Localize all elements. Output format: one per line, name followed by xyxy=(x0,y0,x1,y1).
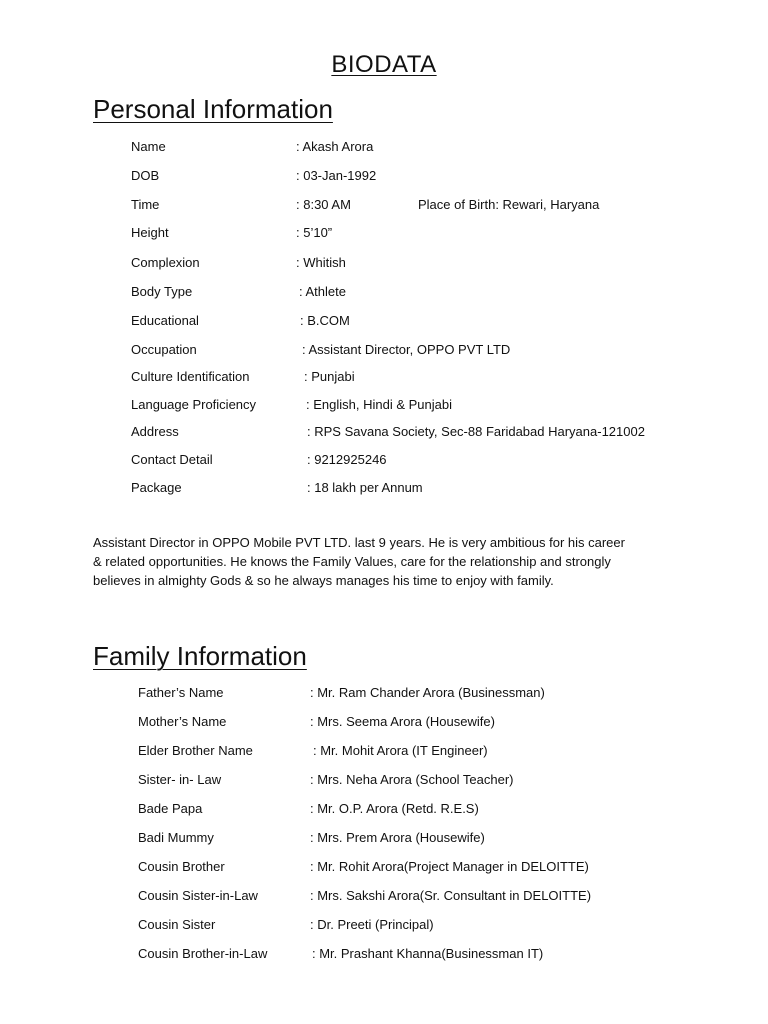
personal-information-heading: Personal Information xyxy=(93,94,333,124)
row-label: Package xyxy=(131,480,182,495)
row-label: Father’s Name xyxy=(138,685,224,700)
row-label: Badi Mummy xyxy=(138,830,214,845)
row-value: : 8:30 AM xyxy=(296,197,351,212)
place-of-birth: Place of Birth: Rewari, Haryana xyxy=(418,197,600,212)
row-label: Cousin Brother xyxy=(138,859,225,874)
row-label: Culture Identification xyxy=(131,369,250,384)
row-value: : English, Hindi & Punjabi xyxy=(306,397,452,412)
row-label: Cousin Sister xyxy=(138,917,216,932)
row-label: Body Type xyxy=(131,284,193,299)
row-value: : 03-Jan-1992 xyxy=(296,168,377,183)
row-value: : Mrs. Seema Arora (Housewife) xyxy=(310,714,495,729)
row-label: Educational xyxy=(131,313,199,328)
summary-line: & related opportunities. He knows the Family Values, care for the relationship and strongly xyxy=(93,554,611,569)
row-value: : 18 lakh per Annum xyxy=(307,480,423,495)
row-label: Elder Brother Name xyxy=(138,743,253,758)
row-label: Address xyxy=(131,424,179,439)
row-label: DOB xyxy=(131,168,160,183)
document-title xyxy=(0,51,768,79)
row-label: Occupation xyxy=(131,342,197,357)
row-value: : Mr. O.P. Arora (Retd. R.E.S) xyxy=(310,801,479,816)
row-label: Height xyxy=(131,225,169,240)
row-value: : Mrs. Prem Arora (Housewife) xyxy=(310,830,485,845)
row-value: : Punjabi xyxy=(304,369,355,384)
row-label: Time xyxy=(131,197,160,212)
family-information-heading: Family Information xyxy=(93,641,307,671)
row-label: Language Proficiency xyxy=(131,397,257,412)
row-label: Name xyxy=(131,139,166,154)
row-value: : Assistant Director, OPPO PVT LTD xyxy=(302,342,511,357)
row-value: : 5’10” xyxy=(296,225,333,240)
row-value: : Dr. Preeti (Principal) xyxy=(310,917,434,932)
row-value: : B.COM xyxy=(300,313,350,328)
row-label: Complexion xyxy=(131,255,200,270)
row-value: : Mr. Rohit Arora(Project Manager in DELOITTE) xyxy=(310,859,589,874)
row-label: Bade Papa xyxy=(138,801,203,816)
row-label: Mother’s Name xyxy=(138,714,227,729)
row-value: : Mrs. Sakshi Arora(Sr. Consultant in DELOITTE) xyxy=(310,888,592,903)
row-label: Cousin Brother-in-Law xyxy=(138,946,268,961)
row-value: : RPS Savana Society, Sec-88 Faridabad Haryana-121002 xyxy=(307,424,645,439)
row-value: : Mr. Prashant Khanna(Businessman IT) xyxy=(312,946,544,961)
summary-line: believes in almighty Gods & so he always manages his time to enjoy with family. xyxy=(93,573,554,588)
row-value: : Mrs. Neha Arora (School Teacher) xyxy=(310,772,514,787)
row-label: Contact Detail xyxy=(131,452,213,467)
row-value: : Mr. Mohit Arora (IT Engineer) xyxy=(313,743,488,758)
summary-paragraph xyxy=(93,533,693,590)
row-value: : Athlete xyxy=(299,284,346,299)
document-title-text: BIODATA xyxy=(331,51,437,78)
row-value: : 9212925246 xyxy=(307,452,387,467)
row-label: Cousin Sister-in-Law xyxy=(138,888,258,903)
summary-line: Assistant Director in OPPO Mobile PVT LTD. last 9 years. He is very ambitious for his career xyxy=(93,535,625,550)
row-value: : Whitish xyxy=(296,255,346,270)
row-value: : Akash Arora xyxy=(296,139,374,154)
row-label: Sister- in- Law xyxy=(138,772,222,787)
row-value: : Mr. Ram Chander Arora (Businessman) xyxy=(310,685,545,700)
